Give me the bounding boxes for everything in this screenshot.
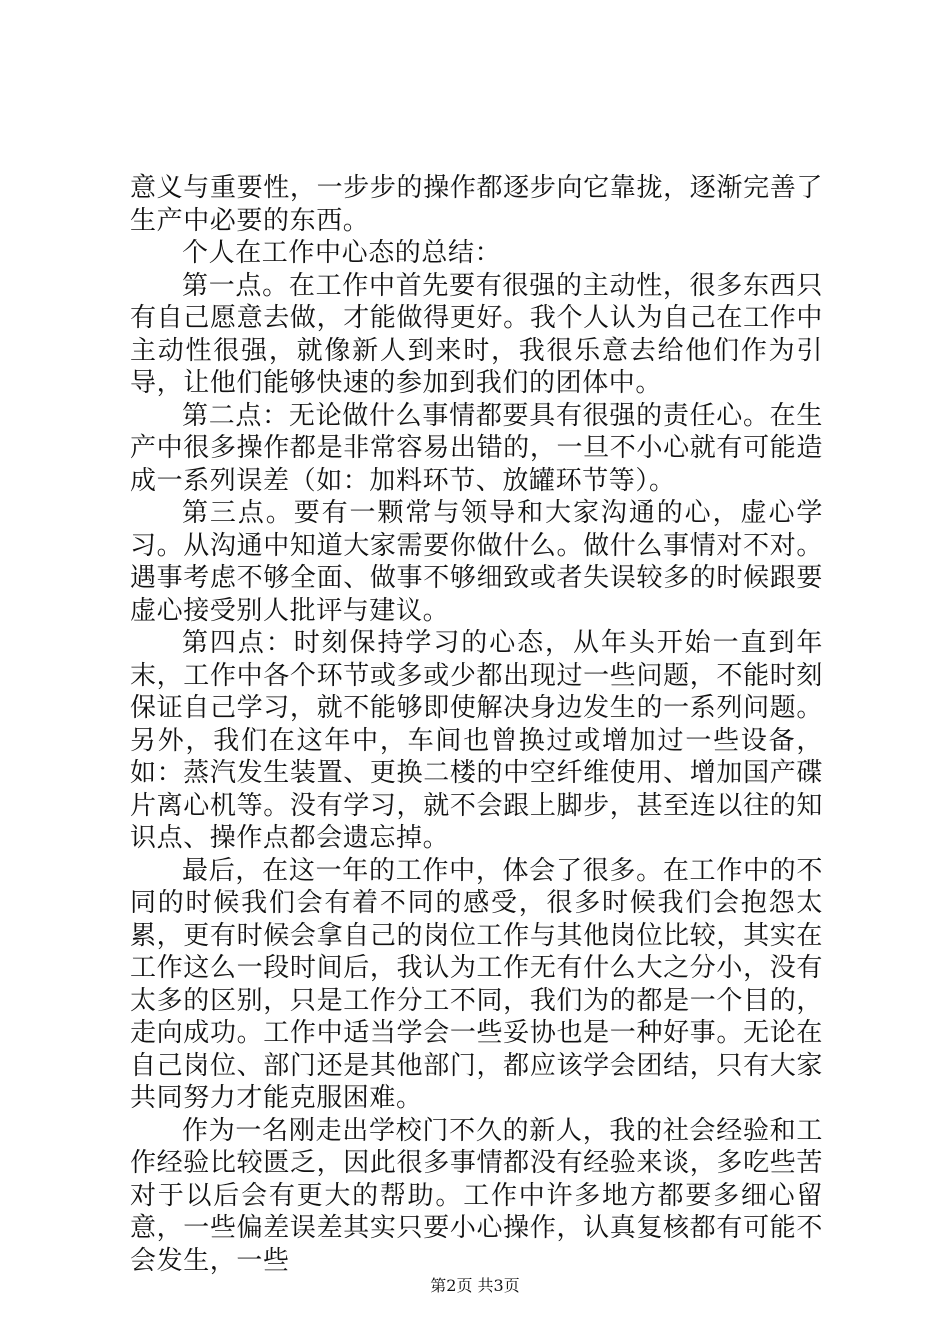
paragraph-newcomer: 作为一名刚走出学校门不久的新人，我的社会经验和工作经验比较匮乏，因此很多事情都没有经验来谈，多吃些苦对于以后会有更大的帮助。工作中许多地方都要多细心留意，一些偏差误差其实只要小心操作，认真复核都有可能不会发生，一些: [130, 1115, 823, 1276]
paragraph-point-two: 第二点：无论做什么事情都要具有很强的责任心。在生产中很多操作都是非常容易出错的，一旦不小心就有可能造成一系列误差（如：加料环节、放罐环节等）。: [130, 400, 823, 496]
paragraph-point-three: 第三点。要有一颗常与领导和大家沟通的心，虚心学习。从沟通中知道大家需要你做什么。做什么事情对不对。遇事考虑不够全面、做事不够细致或者失误较多的时候跟要虚心接受别人批评与建议。: [130, 498, 823, 626]
paragraph-point-four: 第四点：时刻保持学习的心态，从年头开始一直到年末，工作中各个环节或多或少都出现过一些问题，不能时刻保证自己学习，就不能够即使解决身边发生的一系列问题。另外，我们在这年中，车间也曾换过或增加过一些设备，如：蒸汽发生装置、更换二楼的中空纤维使用、增加国产碟片离心机等。没有学习，就不会跟上脚步，甚至连以往的知识点、操作点都会遗忘掉。: [130, 628, 823, 853]
paragraph-mindset-heading: 个人在工作中心态的总结：: [182, 238, 502, 268]
paragraph-continued-intro: 意义与重要性，一步步的操作都逐步向它靠拢，逐渐完善了生产中必要的东西。: [130, 173, 823, 236]
document-body: [130, 172, 823, 1277]
paragraph-point-one: 第一点。在工作中首先要有很强的主动性，很多东西只有自己愿意去做，才能做得更好。我个人认为自己在工作中主动性很强，就像新人到来时，我很乐意去给他们作为引导，让他们能够快速的参加到我们的团体中。: [130, 270, 823, 398]
page-number-footer: 第2页 共3页: [430, 1276, 520, 1295]
paragraph-conclusion: 最后，在这一年的工作中，体会了很多。在工作中的不同的时候我们会有着不同的感受，很多时候我们会抱怨太累，更有时候会拿自己的岗位工作与其他岗位比较，其实在工作这么一段时间后，我认为工作无有什么大之分小，没有太多的区别，只是工作分工不同，我们为的都是一个目的，走向成功。工作中适当学会一些妥协也是一种好事。无论在自己岗位、部门还是其他部门，都应该学会团结，只有大家共同努力才能克服困难。: [130, 855, 823, 1113]
